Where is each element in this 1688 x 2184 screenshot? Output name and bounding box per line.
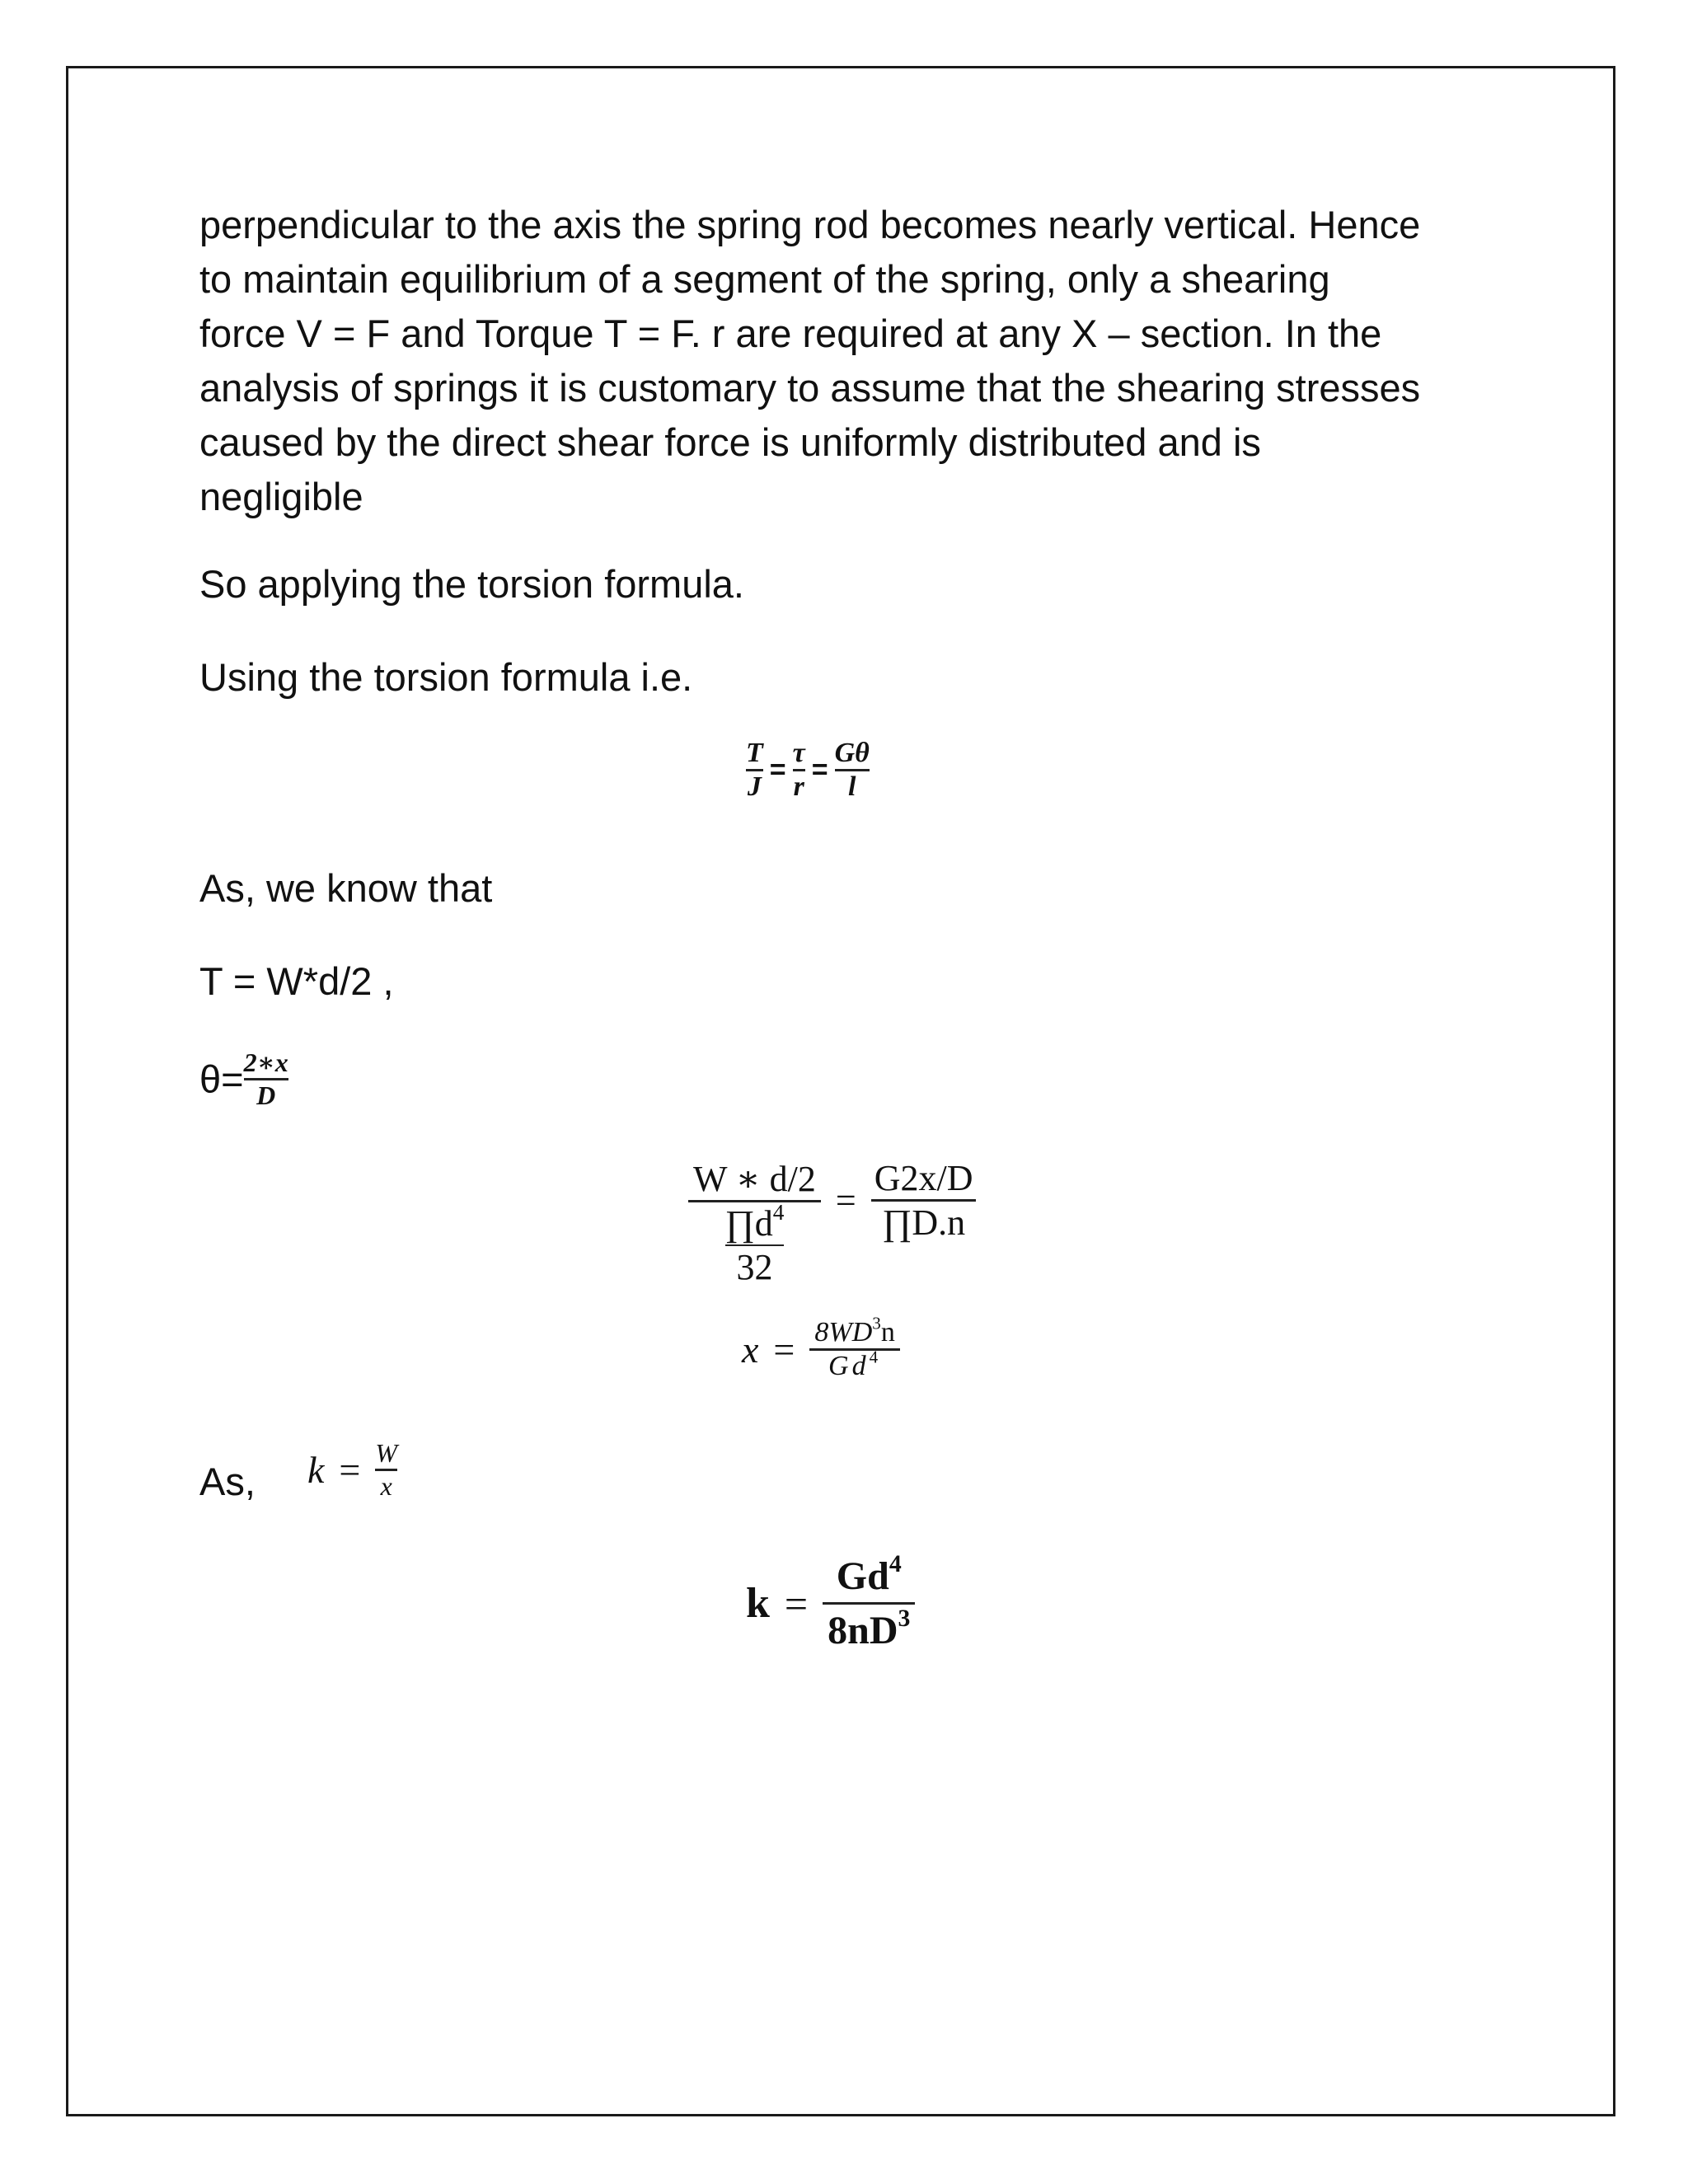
theta-formula [199,1047,288,1111]
equals-sign: = [784,1580,809,1627]
exponent: 4 [869,1347,882,1367]
numerator [809,1313,899,1348]
numerator: W ∗ d/2 [693,1159,816,1199]
denominator: D [256,1080,276,1110]
applying-line: So applying the torsion formula. [199,562,744,606]
x-symbol: x [742,1329,759,1371]
rhs-fraction [871,1157,977,1244]
k-symbol: k [307,1449,325,1491]
theta-fraction [244,1047,288,1111]
numerator: T [746,738,763,768]
using-line: Using the torsion formula i.e. [199,655,693,699]
num-suffix: n [880,1317,895,1347]
numerator: 2∗x [243,1047,288,1077]
denominator: l [847,771,856,802]
fraction-gtheta-over-l [835,738,870,803]
pi-d-text: ∏d [724,1203,773,1244]
equals-sign: = [773,1329,795,1371]
fraction-t-over-j [746,738,763,803]
exponent: 4 [889,1550,902,1578]
numerator: G2x/D [874,1157,973,1198]
num-text: Gd [836,1554,889,1598]
paragraph-line: caused by the direct shear force is uniformly distributed and is [199,420,1261,464]
inner-denominator: 32 [736,1247,773,1287]
numerator: Gθ [834,738,870,768]
k-result-fraction [823,1550,915,1653]
denominator [823,1605,915,1653]
den-text: Gd [828,1351,870,1381]
lhs-fraction [688,1158,821,1288]
inner-fraction [724,1199,785,1288]
paragraph-line: to maintain equilibrium of a segment of the spring, only a shearing [199,257,1330,301]
denominator: ∏D.n [882,1202,966,1243]
ratio-equation [688,1158,976,1288]
exponent: 3 [872,1313,881,1333]
paragraph-line: perpendicular to the axis the spring rod becomes nearly vertical. Hence [199,203,1421,246]
exponent: 3 [898,1605,911,1633]
denominator [724,1199,785,1288]
theta-prefix: θ= [199,1057,244,1101]
torsion-formula [746,738,870,803]
num-text: 8WD [814,1317,873,1347]
denominator: r [793,771,804,802]
k-definition [307,1438,397,1502]
x-fraction [809,1313,899,1382]
torque-line: T = W*d/2 , [199,959,394,1003]
equals-sign: = [339,1449,361,1491]
x-formula [742,1313,900,1382]
k-symbol: k [746,1580,770,1627]
know-line: As, we know that [199,866,493,910]
paragraph-line: negligible [199,475,363,518]
k-result [746,1550,915,1653]
paragraph-line: analysis of springs it is customary to assume that the shearing stresses [199,366,1421,410]
equals-sign: = [835,1179,856,1221]
inner-numerator [724,1199,785,1244]
fraction-tau-over-r [793,738,805,803]
denominator [828,1347,882,1382]
denominator: J [747,771,762,802]
body-paragraph [199,198,1518,524]
equals-sign: = [811,754,828,785]
k-def-fraction [375,1438,397,1502]
exponent: 4 [772,1199,785,1225]
k-def-label: As, [199,1460,256,1503]
numerator: W [375,1438,398,1468]
denominator: x [380,1471,392,1501]
numerator: τ [792,738,805,768]
paragraph-line: force V = F and Torque T = F. r are required at any X – section. In the [199,312,1382,355]
numerator [836,1550,902,1599]
equals-sign: = [769,754,786,785]
den-text: 8nD [828,1609,898,1652]
